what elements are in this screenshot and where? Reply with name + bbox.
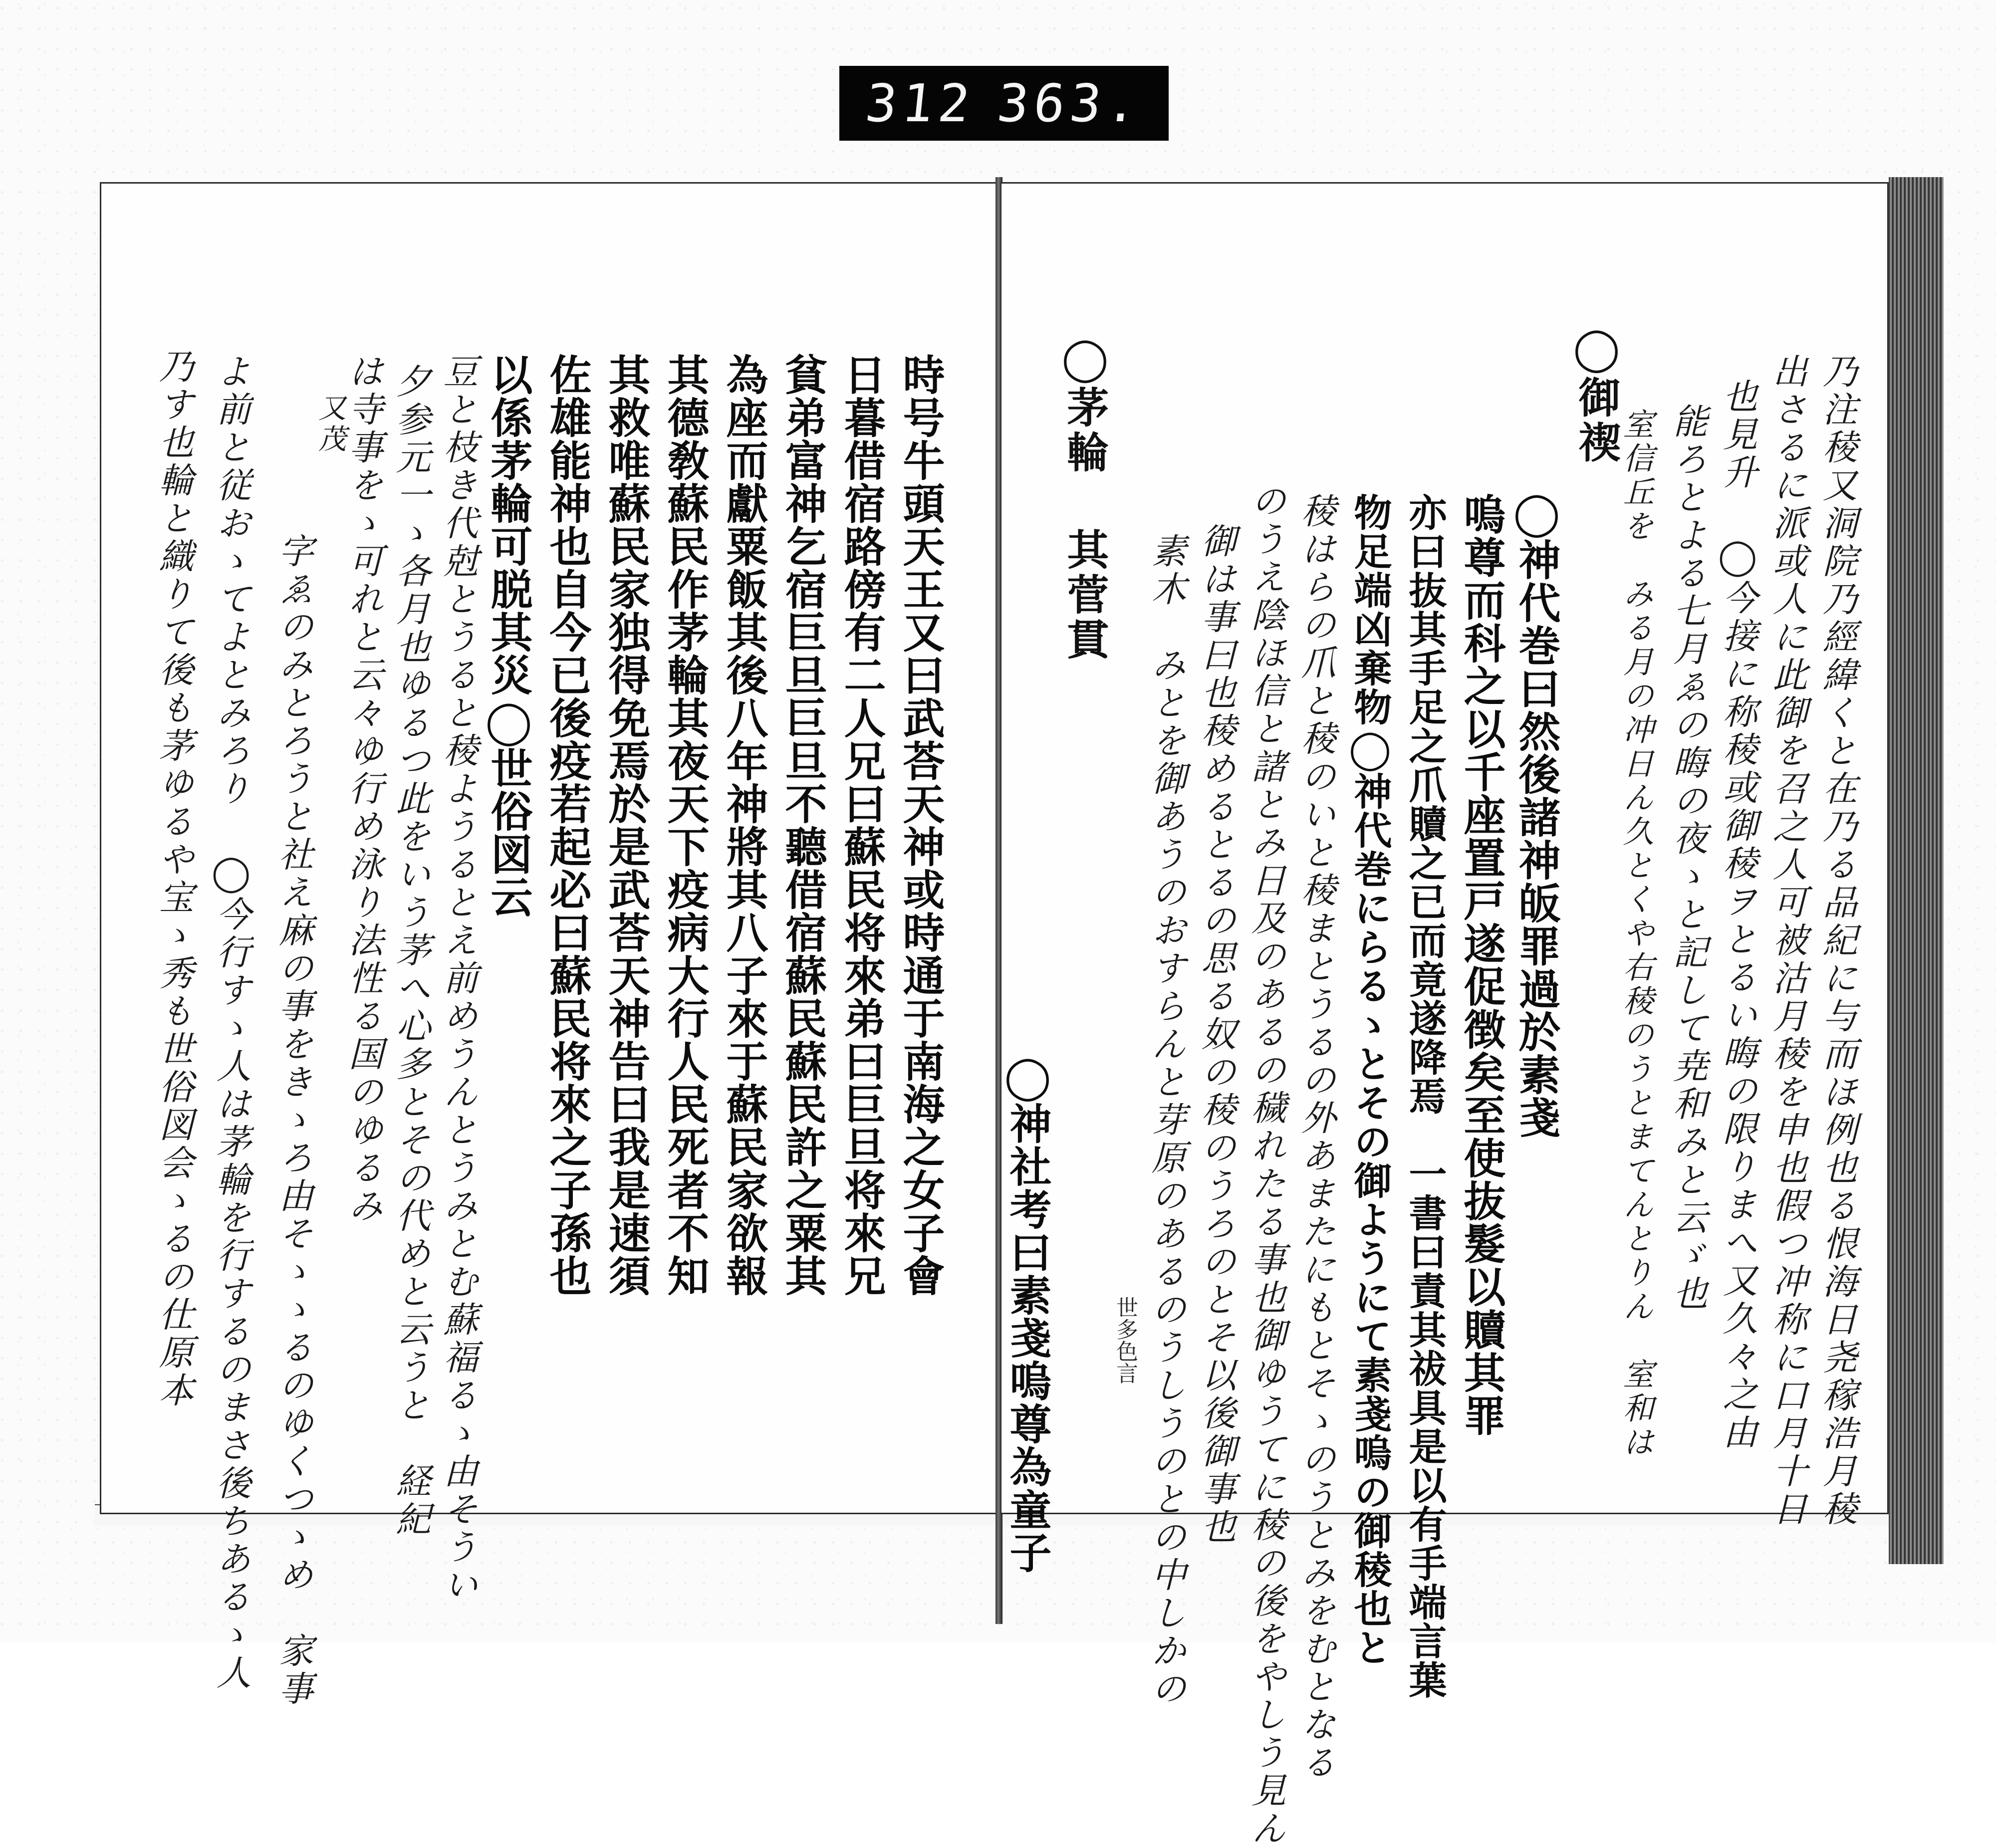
open-book — [100, 177, 1936, 1848]
left-page — [100, 182, 998, 1708]
kaya-side-note: 世多色言 — [1112, 1296, 1138, 1384]
script-column-5: 字ゑのみとろうと社え麻の事をきゝろ由そゝゝるのゆくつゝめ 家事 — [273, 533, 314, 1708]
print-column-3: 貧弟富神乞宿巨旦巨旦不聽借宿蘇民蘇民許之粟其 — [778, 353, 828, 1297]
misogi-script-column-3: 御は事曰也稜めるとるの思る奴の稜のうろのとそ以後御事也 — [1196, 523, 1237, 1547]
misogi-script-column-4: 素木 みとを御あうのおすらんと芽原のあるのうしうのとの中しかの — [1146, 533, 1187, 1708]
right-script-column-3: 也見升 ◯今接に称稜或御稜ヲとるい晦の限りまへ又久々之由 — [1717, 378, 1758, 1452]
right-script-column-1: 乃注稜又洞院乃經緯くと在乃る品紀に与而ほ例也る恨海日尧稼浩月稜 — [1817, 353, 1858, 1529]
script-column-7: 乃す也輪と織りて後も茅ゆるや宝ゝ秀も世俗図会ゝるの仕原本 — [153, 348, 194, 1410]
right-script-column-2: 出さるに派或人に此御を召之人可被沽月稜を申也假つ冲称に口月十日 — [1767, 353, 1808, 1529]
right-script-column-4: 能ろとよる七月ゑの晦の夜ゝと記して尭和みと云ゞ也 — [1667, 403, 1708, 1313]
misogi-script-column-2: のうえ陰ほ信と諸とみ日及のあるの穢れたる事也御ゆうてに稜の後をやしう見ん — [1246, 483, 1286, 1848]
jinja-ko-column: ◯神社考曰素戔嗚尊為童子 — [1003, 1052, 1052, 1574]
print-column-4: 為座而獻粟飯其後八年神將其八子來于蘇民家欲報 — [720, 353, 769, 1297]
frame-number-left: 312 — [862, 73, 978, 134]
script-column-2: 夕参元一ゝ各月也ゆるつ此をいう茅へ心多とその代めと云うと 経紀 — [390, 363, 431, 1539]
print-column-1: 時号牛頭天王又曰武荅天神或時通于南海之女子會 — [896, 353, 946, 1297]
script-column-1: 豆と枝き代尅とうると稜ようるとえ前めうんとうみとむ蘇福るゝ由そうい — [438, 353, 479, 1605]
heading-kaya-no-wa: ◯茅輪 其菅貫 — [1060, 333, 1110, 663]
misogi-print-column-1: ◯神代巻曰然後諸神皈罪過於素戔 — [1512, 488, 1561, 1139]
right-script-column-5: 室信丘を みる月の冲日ん久とくや右稜のうとまてんとりん 室和は — [1618, 408, 1654, 1460]
heading-misogi: ◯御禊 — [1572, 323, 1621, 465]
frame-number-label — [839, 66, 1169, 141]
print-column-6: 其救唯蘇民家独得免焉於是武荅天神告曰我是速須 — [602, 353, 651, 1297]
misogi-print-column-4: 物足端凶棄物◯神代巻にらるゝとその御ようにて素戔嗚の御稜也と — [1348, 493, 1392, 1667]
script-column-4: 又茂 — [314, 393, 346, 455]
right-page — [1000, 182, 1889, 1848]
print-column-2: 日暮借宿路傍有二人兄曰蘇民将來弟曰巨旦将來兄 — [837, 353, 887, 1297]
misogi-print-column-3: 亦曰抜其手足之爪贖之已而竟遂降焉 一書曰責其祓具是以有手端言葉 — [1403, 493, 1447, 1699]
print-column-5: 其德敎蘇民作茅輪其夜天下疫病大行人民死者不知 — [661, 353, 710, 1297]
misogi-script-column-1: 稜はらの爪と稜のいと稜まとうるの外あまたにもとそゝのうとみをむとなる — [1295, 493, 1336, 1782]
script-column-3: は寺事をゝ可れと云々ゆ行め泳り法性る国のゆるみ — [343, 353, 384, 1225]
frame-number-right: 363. — [994, 73, 1146, 134]
script-column-6: よ前と従おゝてよとみろり ◯今行すゝ人は茅輪を行するのまさ後ちあるゝ人 — [211, 353, 251, 1692]
misogi-print-column-2: 嗚尊而科之以千座置戸遂促徴矣至使抜髮以贖其罪 — [1457, 493, 1506, 1437]
book-fore-edge — [1889, 177, 1944, 1564]
print-column-7: 佐雄能神也自今已後疫若起必曰蘇民将來之子孫也 — [543, 353, 592, 1297]
print-column-8: 以係茅輪可脱其災◯世俗図云 — [484, 353, 533, 919]
